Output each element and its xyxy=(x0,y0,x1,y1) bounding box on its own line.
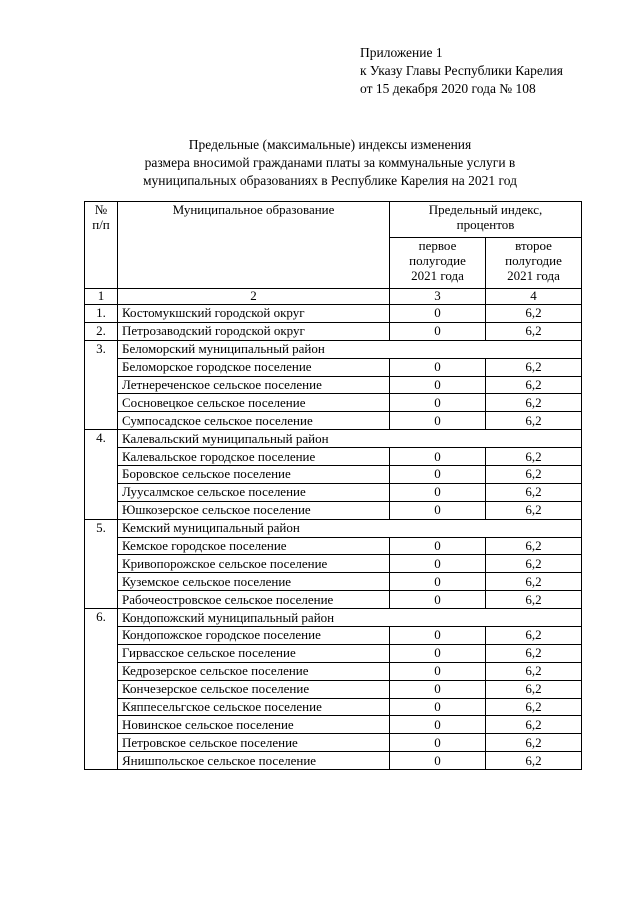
municipality-name: Беломорское городское поселение xyxy=(118,358,390,376)
row-number: 1. xyxy=(85,305,118,323)
table-row xyxy=(85,322,582,340)
municipality-name: Янишпольское сельское поселение xyxy=(118,752,390,770)
municipality-name: Петрозаводский городской округ xyxy=(118,322,390,340)
table-row xyxy=(85,591,582,609)
row-number: 2. xyxy=(85,322,118,340)
table-row xyxy=(85,555,582,573)
row-number: 3. xyxy=(85,340,118,429)
header-first-half: первое полугодие 2021 года xyxy=(390,238,486,289)
municipality-name: Кончезерское сельское поселение xyxy=(118,680,390,698)
first-half-value: 0 xyxy=(390,716,486,734)
appendix-line-1: Приложение 1 xyxy=(360,45,443,60)
table-row xyxy=(85,716,582,734)
header-num: № п/п xyxy=(85,202,118,289)
municipality-name: Костомукшский городской округ xyxy=(118,305,390,323)
second-half-value: 6,2 xyxy=(486,698,582,716)
first-half-value: 0 xyxy=(390,537,486,555)
table-row xyxy=(85,537,582,555)
first-half-value: 0 xyxy=(390,376,486,394)
second-half-value: 6,2 xyxy=(486,555,582,573)
second-half-value: 6,2 xyxy=(486,358,582,376)
table-row xyxy=(85,305,582,323)
first-half-value: 0 xyxy=(390,591,486,609)
first-half-value: 0 xyxy=(390,555,486,573)
district-name: Беломорский муниципальный район xyxy=(118,340,582,358)
municipality-name: Луусалмское сельское поселение xyxy=(118,483,390,501)
municipality-name: Рабочеостровское сельское поселение xyxy=(118,591,390,609)
table-row xyxy=(85,448,582,466)
first-half-value: 0 xyxy=(390,627,486,645)
table-row xyxy=(85,680,582,698)
second-half-value: 6,2 xyxy=(486,573,582,591)
table-row xyxy=(85,483,582,501)
first-half-value: 0 xyxy=(390,394,486,412)
municipality-name: Гирвасское сельское поселение xyxy=(118,644,390,662)
table-row xyxy=(85,394,582,412)
municipality-name: Сосновецкое сельское поселение xyxy=(118,394,390,412)
first-half-value: 0 xyxy=(390,305,486,323)
table-row xyxy=(85,466,582,484)
first-half-value: 0 xyxy=(390,662,486,680)
municipality-name: Боровское сельское поселение xyxy=(118,466,390,484)
table-row xyxy=(85,627,582,645)
first-half-value: 0 xyxy=(390,448,486,466)
municipality-name: Кондопожское городское поселение xyxy=(118,627,390,645)
first-half-value: 0 xyxy=(390,698,486,716)
header-index: Предельный индекс, процентов xyxy=(390,202,582,238)
second-half-value: 6,2 xyxy=(486,752,582,770)
second-half-value: 6,2 xyxy=(486,627,582,645)
header-second-half: второе полугодие 2021 года xyxy=(486,238,582,289)
first-half-value: 0 xyxy=(390,466,486,484)
municipality-name: Калевальское городское поселение xyxy=(118,448,390,466)
second-half-value: 6,2 xyxy=(486,394,582,412)
appendix-line-3: от 15 декабря 2020 года № 108 xyxy=(360,81,536,96)
second-half-value: 6,2 xyxy=(486,305,582,323)
first-half-value: 0 xyxy=(390,412,486,430)
first-half-value: 0 xyxy=(390,680,486,698)
district-row xyxy=(85,609,582,627)
second-half-value: 6,2 xyxy=(486,591,582,609)
table-row xyxy=(85,644,582,662)
table-row xyxy=(85,734,582,752)
municipality-name: Кяппесельгское сельское поселение xyxy=(118,698,390,716)
table-header-row xyxy=(85,202,582,238)
second-half-value: 6,2 xyxy=(486,662,582,680)
second-half-value: 6,2 xyxy=(486,448,582,466)
appendix-note xyxy=(360,44,563,98)
table-row xyxy=(85,358,582,376)
title-line-1: Предельные (максимальные) индексы изменения xyxy=(188,137,472,152)
document-title xyxy=(80,136,580,190)
municipality-name: Кедрозерское сельское поселение xyxy=(118,662,390,680)
second-half-value: 6,2 xyxy=(486,483,582,501)
second-half-value: 6,2 xyxy=(486,376,582,394)
second-half-value: 6,2 xyxy=(486,644,582,662)
table-row xyxy=(85,698,582,716)
second-half-value: 6,2 xyxy=(486,322,582,340)
col-number-4: 4 xyxy=(486,289,582,305)
row-number: 5. xyxy=(85,519,118,608)
table-row xyxy=(85,573,582,591)
municipality-name: Куземское сельское поселение xyxy=(118,573,390,591)
municipality-name: Юшкозерское сельское поселение xyxy=(118,501,390,519)
first-half-value: 0 xyxy=(390,322,486,340)
title-line-3: муниципальных образованиях в Республике Карелия на 2021 год xyxy=(143,173,517,188)
district-name: Калевальский муниципальный район xyxy=(118,430,582,448)
table-row xyxy=(85,412,582,430)
second-half-value: 6,2 xyxy=(486,680,582,698)
municipality-name: Петровское сельское поселение xyxy=(118,734,390,752)
col-number-1: 1 xyxy=(85,289,118,305)
second-half-value: 6,2 xyxy=(486,466,582,484)
second-half-value: 6,2 xyxy=(486,537,582,555)
appendix-line-2: к Указу Главы Республики Карелия xyxy=(360,63,563,78)
municipality-name: Новинское сельское поселение xyxy=(118,716,390,734)
first-half-value: 0 xyxy=(390,573,486,591)
table-row xyxy=(85,501,582,519)
first-half-value: 0 xyxy=(390,752,486,770)
first-half-value: 0 xyxy=(390,734,486,752)
municipality-name: Летнереченское сельское поселение xyxy=(118,376,390,394)
table-row xyxy=(85,376,582,394)
col-number-3: 3 xyxy=(390,289,486,305)
index-table xyxy=(84,201,582,770)
district-row xyxy=(85,430,582,448)
first-half-value: 0 xyxy=(390,644,486,662)
col-number-2: 2 xyxy=(118,289,390,305)
municipality-name: Сумпосадское сельское поселение xyxy=(118,412,390,430)
municipality-name: Кривопорожское сельское поселение xyxy=(118,555,390,573)
district-row xyxy=(85,519,582,537)
title-line-2: размера вносимой гражданами платы за коммунальные услуги в xyxy=(144,155,516,170)
second-half-value: 6,2 xyxy=(486,716,582,734)
first-half-value: 0 xyxy=(390,501,486,519)
row-number: 4. xyxy=(85,430,118,519)
table-row xyxy=(85,752,582,770)
first-half-value: 0 xyxy=(390,358,486,376)
district-row xyxy=(85,340,582,358)
municipality-name: Кемское городское поселение xyxy=(118,537,390,555)
district-name: Кемский муниципальный район xyxy=(118,519,582,537)
header-name: Муниципальное образование xyxy=(118,202,390,289)
first-half-value: 0 xyxy=(390,483,486,501)
row-number: 6. xyxy=(85,609,118,770)
second-half-value: 6,2 xyxy=(486,501,582,519)
second-half-value: 6,2 xyxy=(486,412,582,430)
column-numbers-row xyxy=(85,289,582,305)
table-row xyxy=(85,662,582,680)
second-half-value: 6,2 xyxy=(486,734,582,752)
district-name: Кондопожский муниципальный район xyxy=(118,609,582,627)
